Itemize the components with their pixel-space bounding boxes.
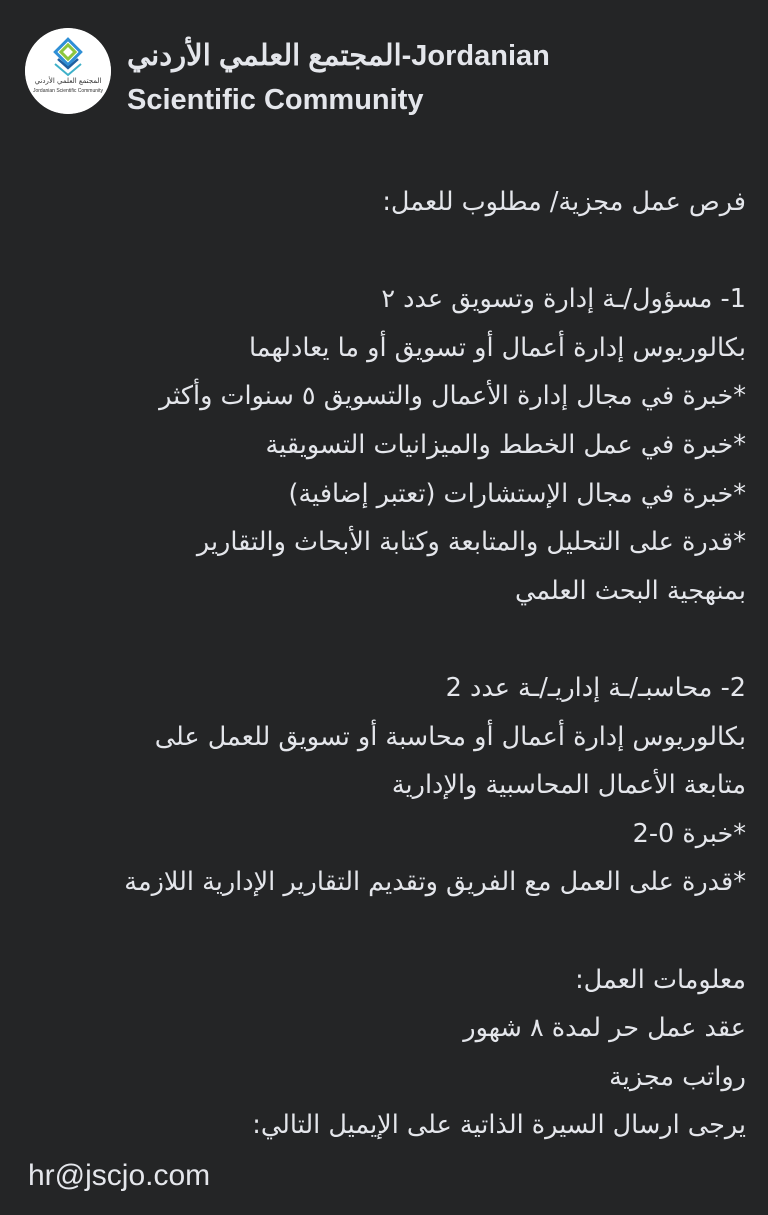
job1-line: بمنهجية البحث العلمي	[515, 575, 746, 606]
info-line: عقد عمل حر لمدة ٨ شهور	[463, 1013, 746, 1044]
avatar[interactable]	[25, 28, 111, 114]
info-heading: معلومات العمل:	[575, 964, 746, 995]
job2-line: بكالوريوس إدارة أعمال أو محاسبة أو تسويق للعمل على	[154, 721, 746, 752]
spacer	[22, 907, 746, 956]
post-heading: فرص عمل مجزية/ مطلوب للعمل:	[382, 187, 746, 217]
spacer	[22, 227, 746, 276]
job2-line: *خبرة 0-2	[632, 818, 746, 849]
job1-title: 1- مسؤول/ـة إدارة وتسويق عدد ٢	[381, 284, 746, 315]
job1-line: بكالوريوس إدارة أعمال أو تسويق أو ما يعادلهما	[248, 332, 746, 363]
job1-line: *خبرة في عمل الخطط والميزانيات التسويقية	[265, 429, 746, 460]
post-header	[0, 0, 768, 130]
info-line: رواتب مجزية	[609, 1061, 746, 1092]
job1-line: *خبرة في مجال إدارة الأعمال والتسويق ٥ سنوات وأكثر	[159, 381, 746, 412]
page-title-line2: Scientific Community	[127, 84, 424, 116]
logo-text-ar: المجتمع العلمي الأردني	[34, 77, 102, 85]
job2-title: 2- محاسبـ/ـة إداريـ/ـة عدد 2	[445, 672, 746, 703]
spacer	[22, 615, 746, 664]
job1-line: *خبرة في مجال الإستشارات (تعتبر إضافية)	[288, 478, 746, 509]
page-title-line1: المجتمع العلمي الأردني-Jordanian	[127, 40, 550, 72]
post-text	[22, 178, 746, 1150]
info-line: يرجى ارسال السيرة الذاتية على الإيميل التالي:	[252, 1110, 746, 1141]
job1-line: *قدرة على التحليل والمتابعة وكتابة الأبحاث والتقارير	[196, 527, 746, 558]
page-title[interactable]	[127, 34, 647, 122]
logo-text-en: Jordanian Scientific Community	[32, 88, 104, 94]
email-link[interactable]: hr@jscjo.com	[28, 1159, 211, 1192]
jsc-logo-icon	[25, 28, 111, 114]
job2-line: متابعة الأعمال المحاسبية والإدارية	[391, 770, 746, 801]
job2-line: *قدرة على العمل مع الفريق وتقديم التقارير الإدارية اللازمة	[124, 867, 746, 898]
